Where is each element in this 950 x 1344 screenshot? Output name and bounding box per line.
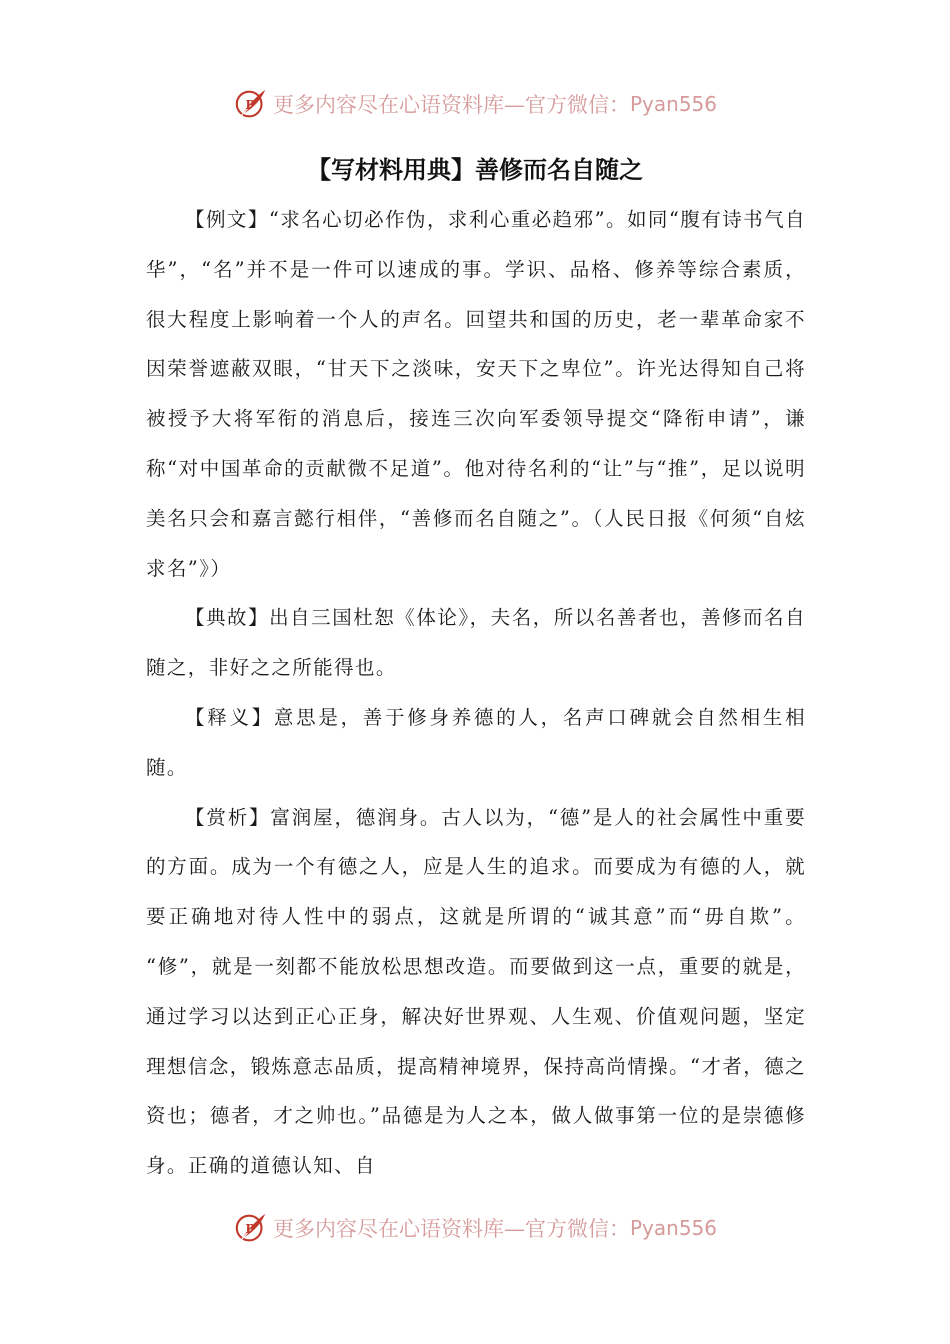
feather-pen-logo-icon: [233, 1209, 271, 1247]
feather-pen-logo-icon: [233, 85, 271, 123]
document-title: 【写材料用典】善修而名自随之: [307, 156, 643, 184]
paragraph-appreciation: 【赏析】富润屋，德润身。古人以为，“德”是人的社会属性中重要的方面。成为一个有德之人，应是人生的追求。而要成为有德的人，就要正确地对待人性中的弱点，这就是所谓的“诚其意”而“毋自欺”。 “修”，就是一刻都不能放松思想改造。而要做到这一点，重要的就是，通过学习以达到正心正身，解决好世界观、人生观、价值观问题，坚定理想信念，锻炼意志品质，提高精神境界，保持高尚情操。“才者，德之资也；德者，才之帅也。”品德是为人之本，做人做事第一位的是崇德修身。正确的道德认知、自: [146, 805, 806, 1178]
svg-text:P: P: [245, 96, 255, 112]
footer-banner: [0, 1206, 950, 1250]
banner-text: 更多内容尽在心语资料库—官方微信：: [272, 1217, 630, 1241]
banner-wechat-id: Pyan556: [629, 1216, 717, 1240]
paragraph-meaning: 【释义】意思是，善于修身养德的人，名声口碑就会自然相生相随。: [146, 705, 806, 779]
paragraph-example: 【例文】“求名心切必作伪，求利心重必趋邪”。如同“腹有诗书气自华”，“名”并不是一件可以速成的事。学识、品格、修养等综合素质，很大程度上影响着一个人的声名。回望共和国的历史，老一辈革命家不因荣誉遮蔽双眼，“甘天下之淡味，安天下之卑位”。许光达得知自己将被授予大将军衔的消息后，接连三次向军委领导提交“降衔申请”，谦称“对中国革命的贡献微不足道”。他对待名利的“让”与“推”，足以说明美名只会和嘉言懿行相伴，“善修而名自随之”。（人民日报《何须“自炫求名”》）: [146, 208, 806, 580]
banner-wechat-id: Pyan556: [629, 92, 717, 116]
svg-text:P: P: [245, 1220, 255, 1236]
header-banner: [0, 82, 950, 126]
paragraph-source: 【典故】出自三国杜恕《体论》，夫名，所以名善者也，善修而名自随之，非好之之所能得也。: [146, 606, 806, 680]
banner-text: 更多内容尽在心语资料库—官方微信：: [272, 93, 630, 117]
document-body: [146, 195, 806, 1191]
